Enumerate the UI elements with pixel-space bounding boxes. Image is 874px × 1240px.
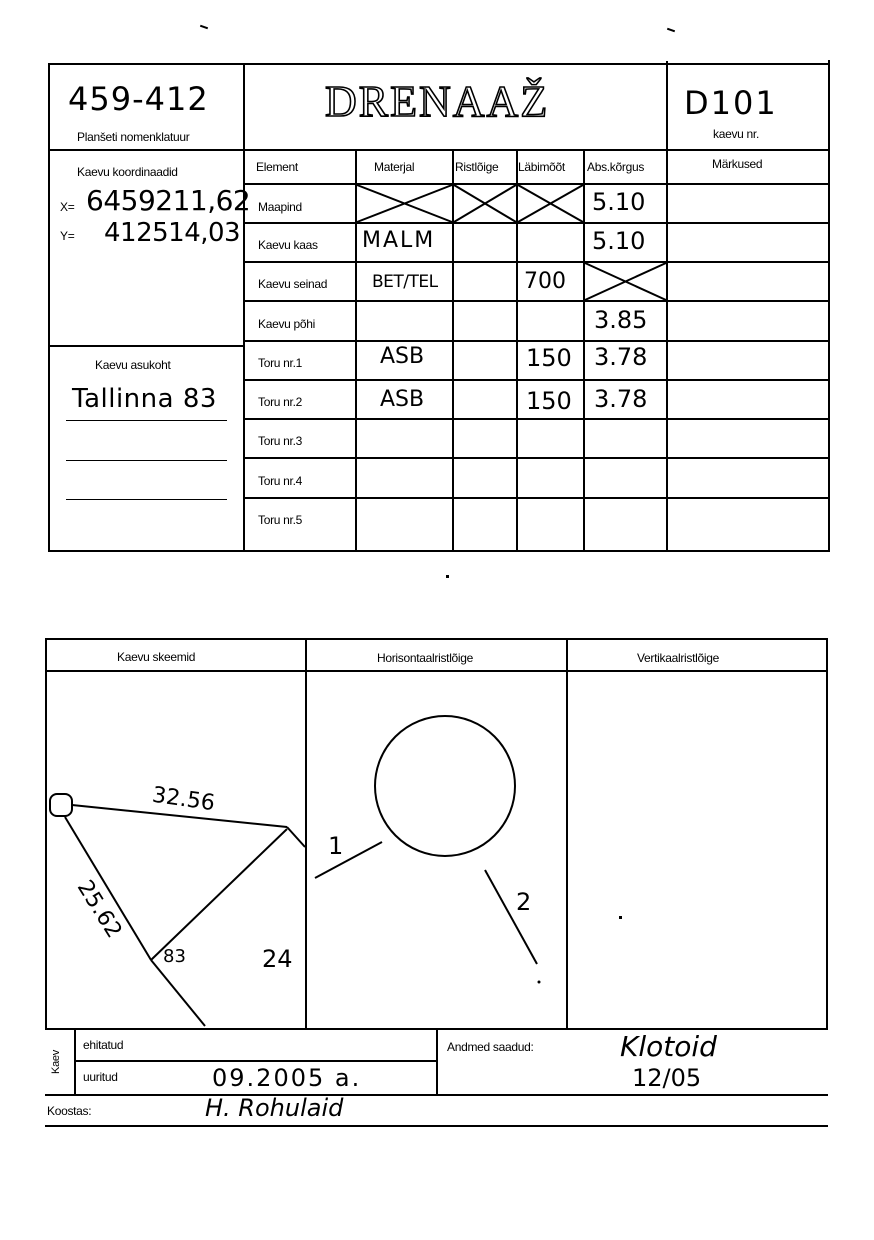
- row-label: Maapind: [258, 200, 302, 214]
- footer-data-label: Andmed saadud:: [447, 1040, 534, 1054]
- well-no-value: D101: [684, 84, 778, 122]
- coords-x-value: 6459211,62: [86, 184, 251, 217]
- well-no-label: kaevu nr.: [713, 127, 759, 141]
- cell-material: ASB: [380, 344, 425, 369]
- coords-y-prefix: Y=: [60, 229, 75, 243]
- th-material: Materjal: [374, 160, 415, 174]
- crossed-cell: [357, 185, 452, 222]
- row-label: Kaevu kaas: [258, 238, 318, 252]
- cell-abs: 5.10: [592, 188, 646, 216]
- cell-abs: 3.85: [594, 306, 648, 334]
- sketch-header-vertical: Vertikaalristlõige: [637, 651, 719, 665]
- row-label: Kaevu põhi: [258, 317, 316, 331]
- row-label: Toru nr.5: [258, 513, 302, 527]
- coords-label: Kaevu koordinaadid: [77, 165, 178, 179]
- th-diameter: Läbimõõt: [518, 160, 565, 174]
- map-sheet-label: Planšeti nomenklatuur: [77, 130, 190, 144]
- location-label: Kaevu asukoht: [95, 358, 171, 372]
- cell-material: BET/TEL: [372, 272, 438, 292]
- footer-inspected-label: uuritud: [83, 1070, 118, 1084]
- form-title: DRENAAŽ: [325, 77, 550, 126]
- cell-diameter: 150: [526, 387, 572, 415]
- crossed-cell: [454, 185, 516, 222]
- footer-side-label: Kaev: [49, 1050, 62, 1074]
- crossed-cell: [518, 185, 583, 222]
- row-label: Toru nr.1: [258, 356, 302, 370]
- map-sheet-value: 459-412: [68, 80, 209, 118]
- cell-material: MALM: [362, 228, 436, 253]
- sketch-header-horizontal: Horisontaalristlõige: [377, 651, 474, 665]
- location-value: Tallinna 83: [72, 384, 217, 414]
- distance-top-label: 32.56: [150, 782, 217, 817]
- cell-abs: 3.78: [594, 385, 648, 413]
- pipe-2-label: 2: [516, 888, 532, 916]
- sketch-header-schemes: Kaevu skeemid: [117, 650, 196, 664]
- row-label: Kaevu seinad: [258, 277, 328, 291]
- footer-built-label: ehitatud: [83, 1038, 124, 1052]
- row-label: Toru nr.4: [258, 474, 302, 488]
- th-element: Element: [256, 160, 298, 174]
- horizontal-section-drawing: [307, 672, 566, 1028]
- row-label: Toru nr.2: [258, 395, 302, 409]
- footer-data-value: Klotoid: [620, 1030, 717, 1063]
- coords-y-value: 412514,03: [104, 218, 241, 248]
- th-notes: Märkused: [712, 157, 763, 171]
- footer-author-label: Koostas:: [47, 1104, 92, 1118]
- footer-data-date: 12/05: [632, 1064, 702, 1092]
- cell-diameter: 700: [524, 269, 566, 294]
- cell-abs: 3.78: [594, 343, 648, 371]
- th-abs: Abs.kõrgus: [587, 160, 645, 174]
- site-sketch: [47, 672, 305, 1028]
- distance-diagonal-label: 25.62: [71, 876, 127, 943]
- cell-material: ASB: [380, 387, 425, 412]
- footer-inspected-value: 09.2005 a.: [212, 1064, 362, 1092]
- crossed-cell: [585, 263, 666, 300]
- cell-diameter: 150: [526, 344, 572, 372]
- cell-abs: 5.10: [592, 227, 646, 255]
- th-cross: Ristlõige: [455, 160, 499, 174]
- label-83: 83: [163, 946, 186, 967]
- pipe-1-label: 1: [328, 832, 344, 860]
- coords-x-prefix: X=: [60, 200, 75, 214]
- row-label: Toru nr.3: [258, 434, 302, 448]
- label-24: 24: [262, 945, 293, 973]
- footer-author-value: H. Rohulaid: [205, 1094, 344, 1122]
